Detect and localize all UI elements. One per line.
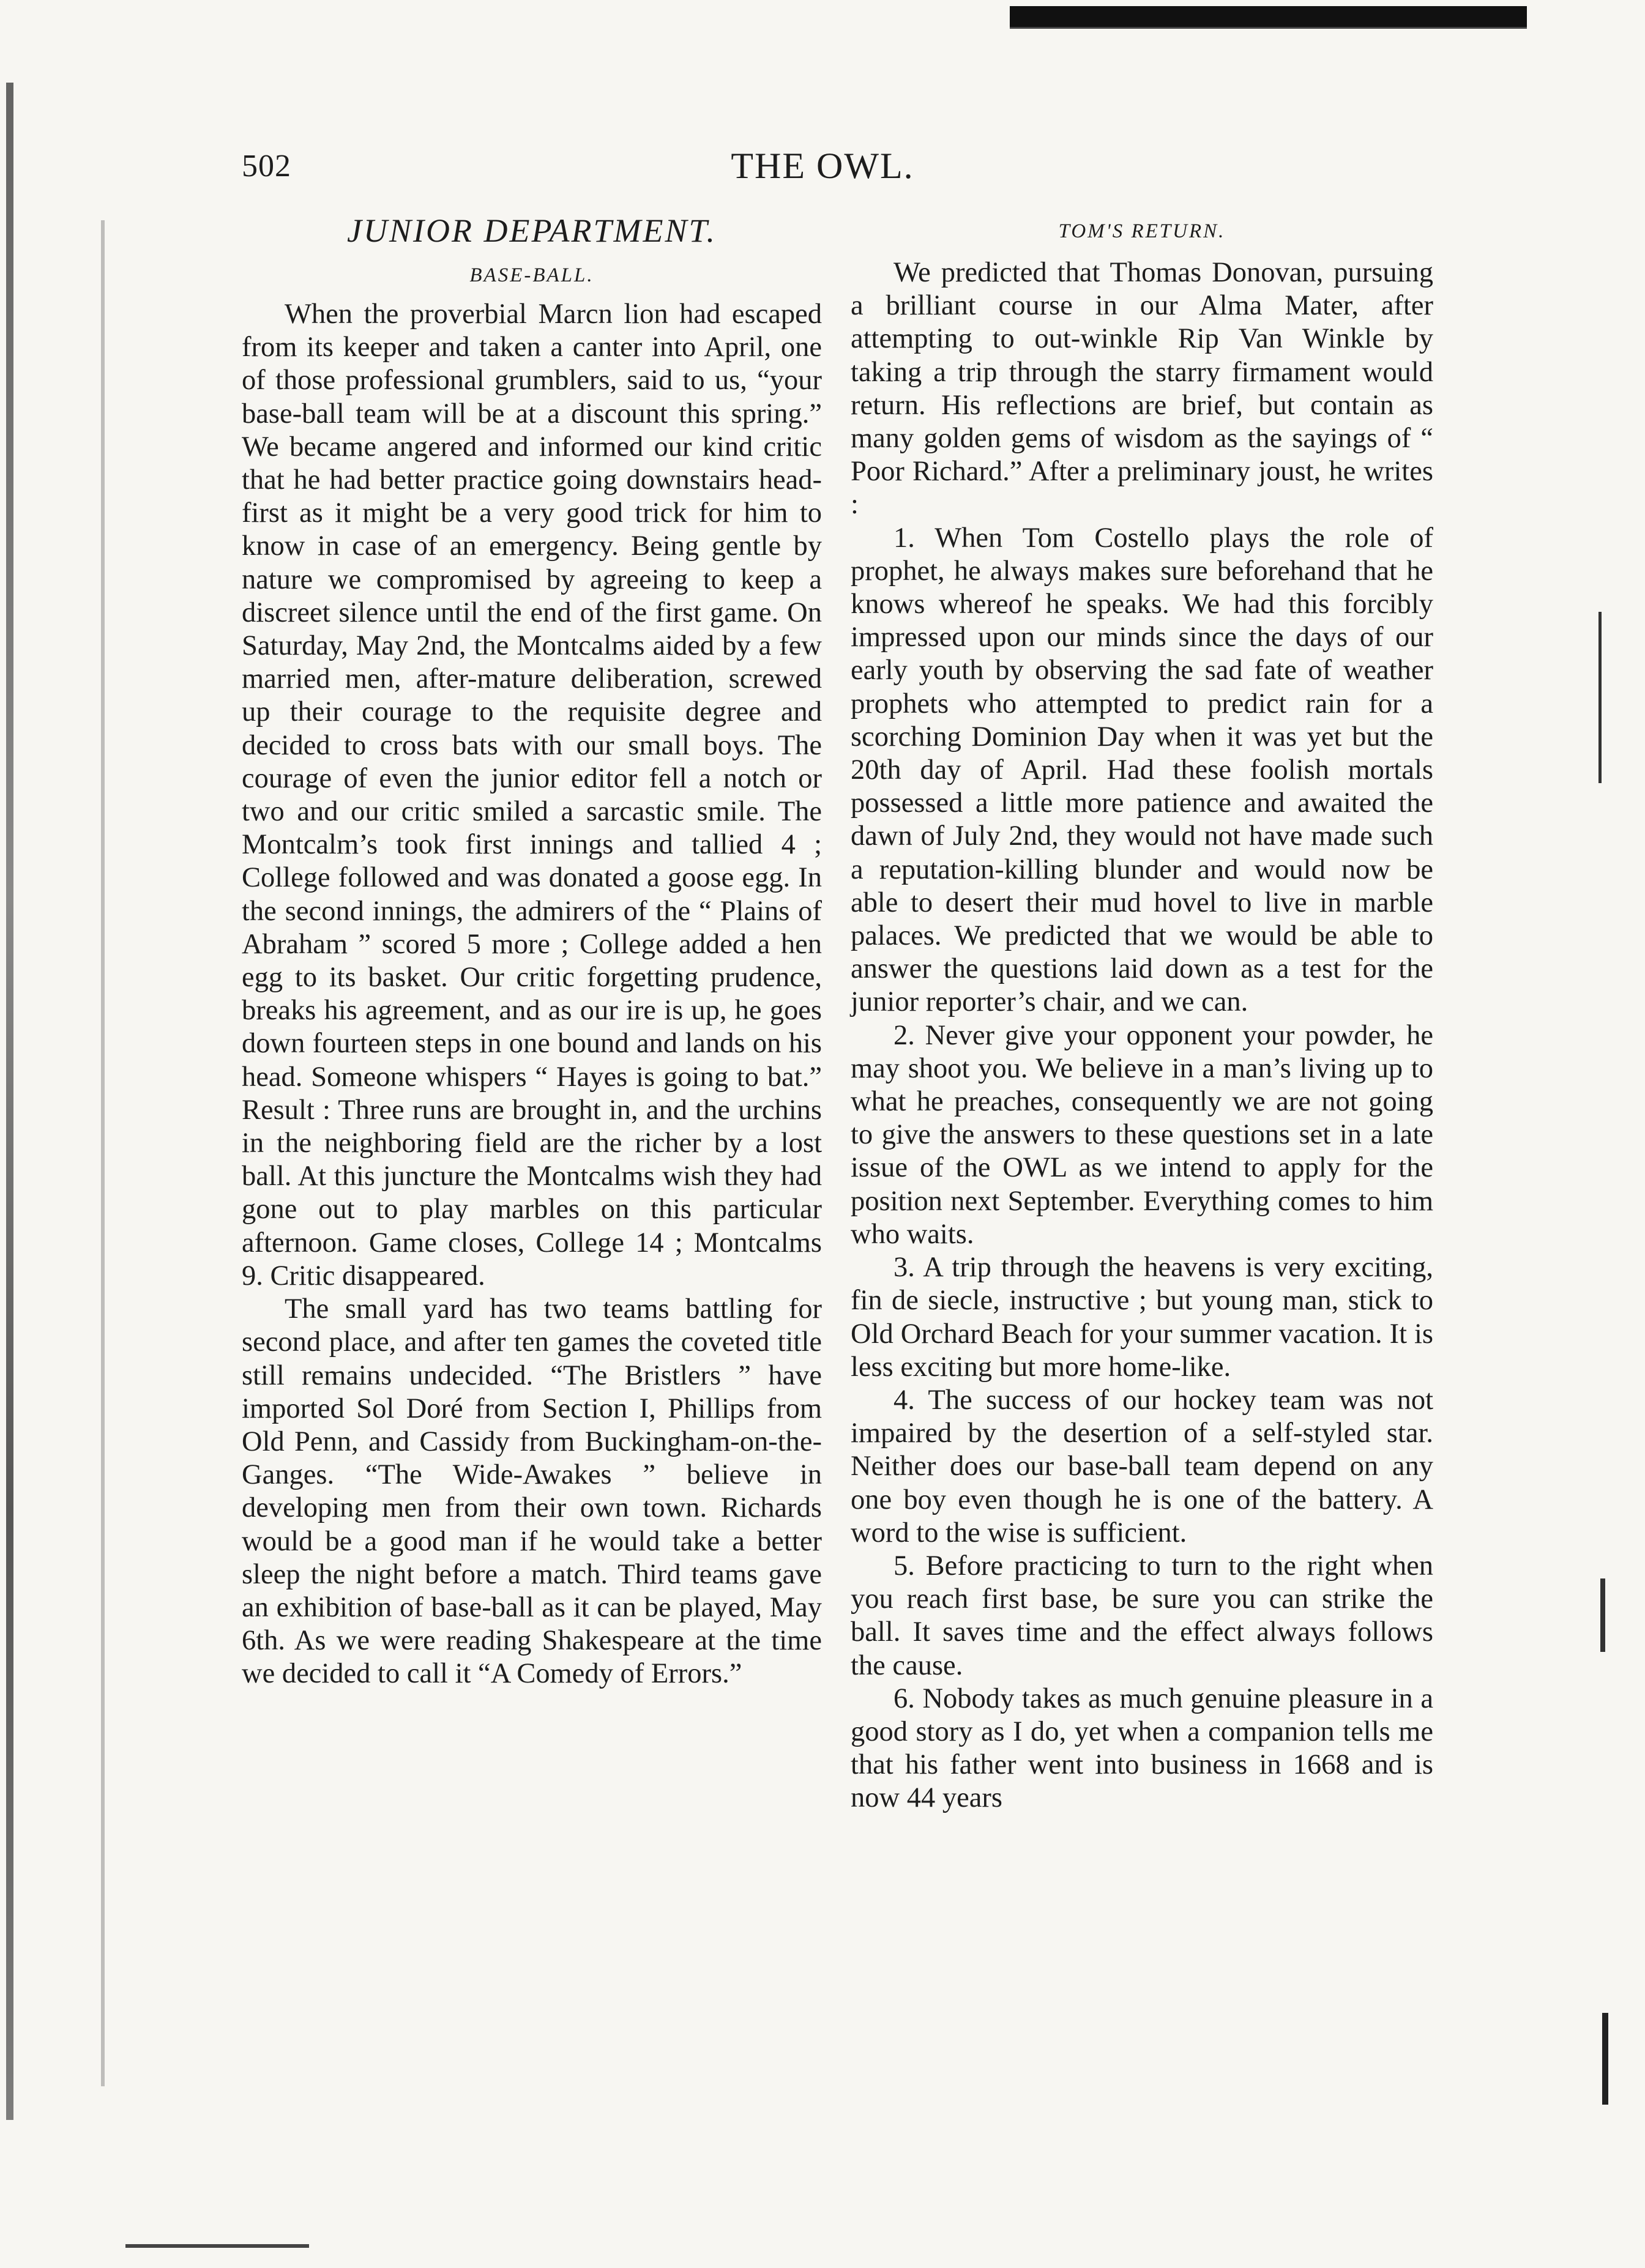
department-title: JUNIOR DEPARTMENT. [347, 212, 717, 249]
margin-mark [1598, 612, 1602, 783]
numbered-paragraph: 1. When Tom Costello plays the role of prophet, he always makes sure beforehand that he knows whereof he speaks. We had this forcibly impressed upon our minds since the days of our early youth by observing the sad fate of weather prophets who attempted to predict rain for a scorching Dominion Day when it was yet but the 20th day of April. Had these foolish mortals possessed a little more patience and awaited the dawn of July 2nd, they would not have made such a reputation-killing blunder and would now be able to desert their mud hovel to live in marble palaces. We predicted that we would be able to answer the questions laid down as a test for the junior reporter’s chair, and we can. [851, 522, 1433, 1018]
right-column [851, 211, 1433, 1815]
margin-mark [1602, 2013, 1608, 2105]
numbered-paragraph: 6. Nobody takes as much genuine pleasure in a good story as I do, yet when a companion tells me that his father went into business in 1668 and is now 44 years [851, 1682, 1433, 1814]
top-rule [1010, 6, 1527, 28]
binding-edge-line [101, 220, 105, 2086]
left-column [242, 211, 822, 1691]
numbered-paragraph: 5. Before practicing to turn to the right when you reach first base, be sure you can strike the ball. It saves time and the effect always follows the cause. [851, 1550, 1433, 1681]
page-number: 502 [242, 149, 291, 184]
section-title-toms-return: TOM'S RETURN. [1058, 220, 1226, 242]
margin-mark [1600, 1578, 1605, 1652]
numbered-paragraph: 4. The success of our hockey team was not impaired by the desertion of a self-styled star. Neither does our base-ball team depend on any one boy even though he is one of the battery. A word to the wise is sufficient. [851, 1384, 1433, 1549]
paragraph: The small yard has two teams battling for second place, and after ten games the coveted title still remains undecided. “The Bristlers ” have imported Sol Doré from Section I, Phillips from Old Penn, and Cassidy from Buckingham-on-the-Ganges. “The Wide-Awakes ” believe in developing men from their own town. Richards would be a good man if he would take a better sleep the night before a match. Third teams gave an exhibition of base-ball as it can be played, May 6th. As we were reading Shakespeare at the time we decided to call it “A Comedy of Errors.” [242, 1293, 822, 1690]
section-title-baseball: BASE-BALL. [469, 264, 594, 286]
footer-mark [125, 2244, 309, 2248]
running-head: THE OWL. [731, 146, 914, 186]
numbered-paragraph: 2. Never give your opponent your powder, he may shoot you. We believe in a man’s living up to what he preaches, consequently we are not going to give the answers to these questions set in a late issue of the OWL as we intend to apply for the position next September. Everything comes to him who waits. [851, 1019, 1433, 1250]
paragraph: When the proverbial Marcn lion had escaped from its keeper and taken a canter into April, one of those professional grumblers, said to us, “your base-ball team will be at a discount this spring.” We became angered and informed our kind critic that he had better practice going downstairs head-first as it might be a very good trick for him to know in case of an emergency. Being gentle by nature we compromised by agreeing to keep a discreet silence until the end of the first game. On Saturday, May 2nd, the Montcalms aided by a few married men, after-mature deliberation, screwed up their courage to the requisite degree and decided to cross bats with our small boys. The courage of even the junior editor fell a notch or two and our critic smiled a sarcastic smile. The Montcalm’s took first innings and tallied 4 ; College followed and was donated a goose egg. In the second innings, the admirers of the “ Plains of Abraham ” scored 5 more ; College added a hen egg to its basket. Our critic forgetting prudence, breaks his agreement, and as our ire is up, he goes down fourteen steps in one bound and lands on his head. Someone whispers “ Hayes is going to bat.” Result : Three runs are brought in, and the urchins in the neighboring field are the richer by a lost ball. At this juncture the Montcalms wish they had gone out to play marbles on this particular afternoon. Game closes, College 14 ; Montcalms 9. Critic disappeared. [242, 299, 822, 1292]
top-rule-thin [1010, 27, 1527, 29]
binding-edge-shadow [6, 83, 13, 2120]
numbered-paragraph: 3. A trip through the heavens is very exciting, fin de siecle, instructive ; but young man, stick to Old Orchard Beach for your summer vacation. It is less exciting but more home-like. [851, 1252, 1433, 1383]
paragraph: We predicted that Thomas Donovan, pursuing a brilliant course in our Alma Mater, after attempting to out-winkle Rip Van Winkle by taking a trip through the starry firmament would return. His reflections are brief, but contain as many golden gems of wisdom as the sayings of “ Poor Richard.” After a preliminary joust, he writes : [851, 257, 1433, 521]
